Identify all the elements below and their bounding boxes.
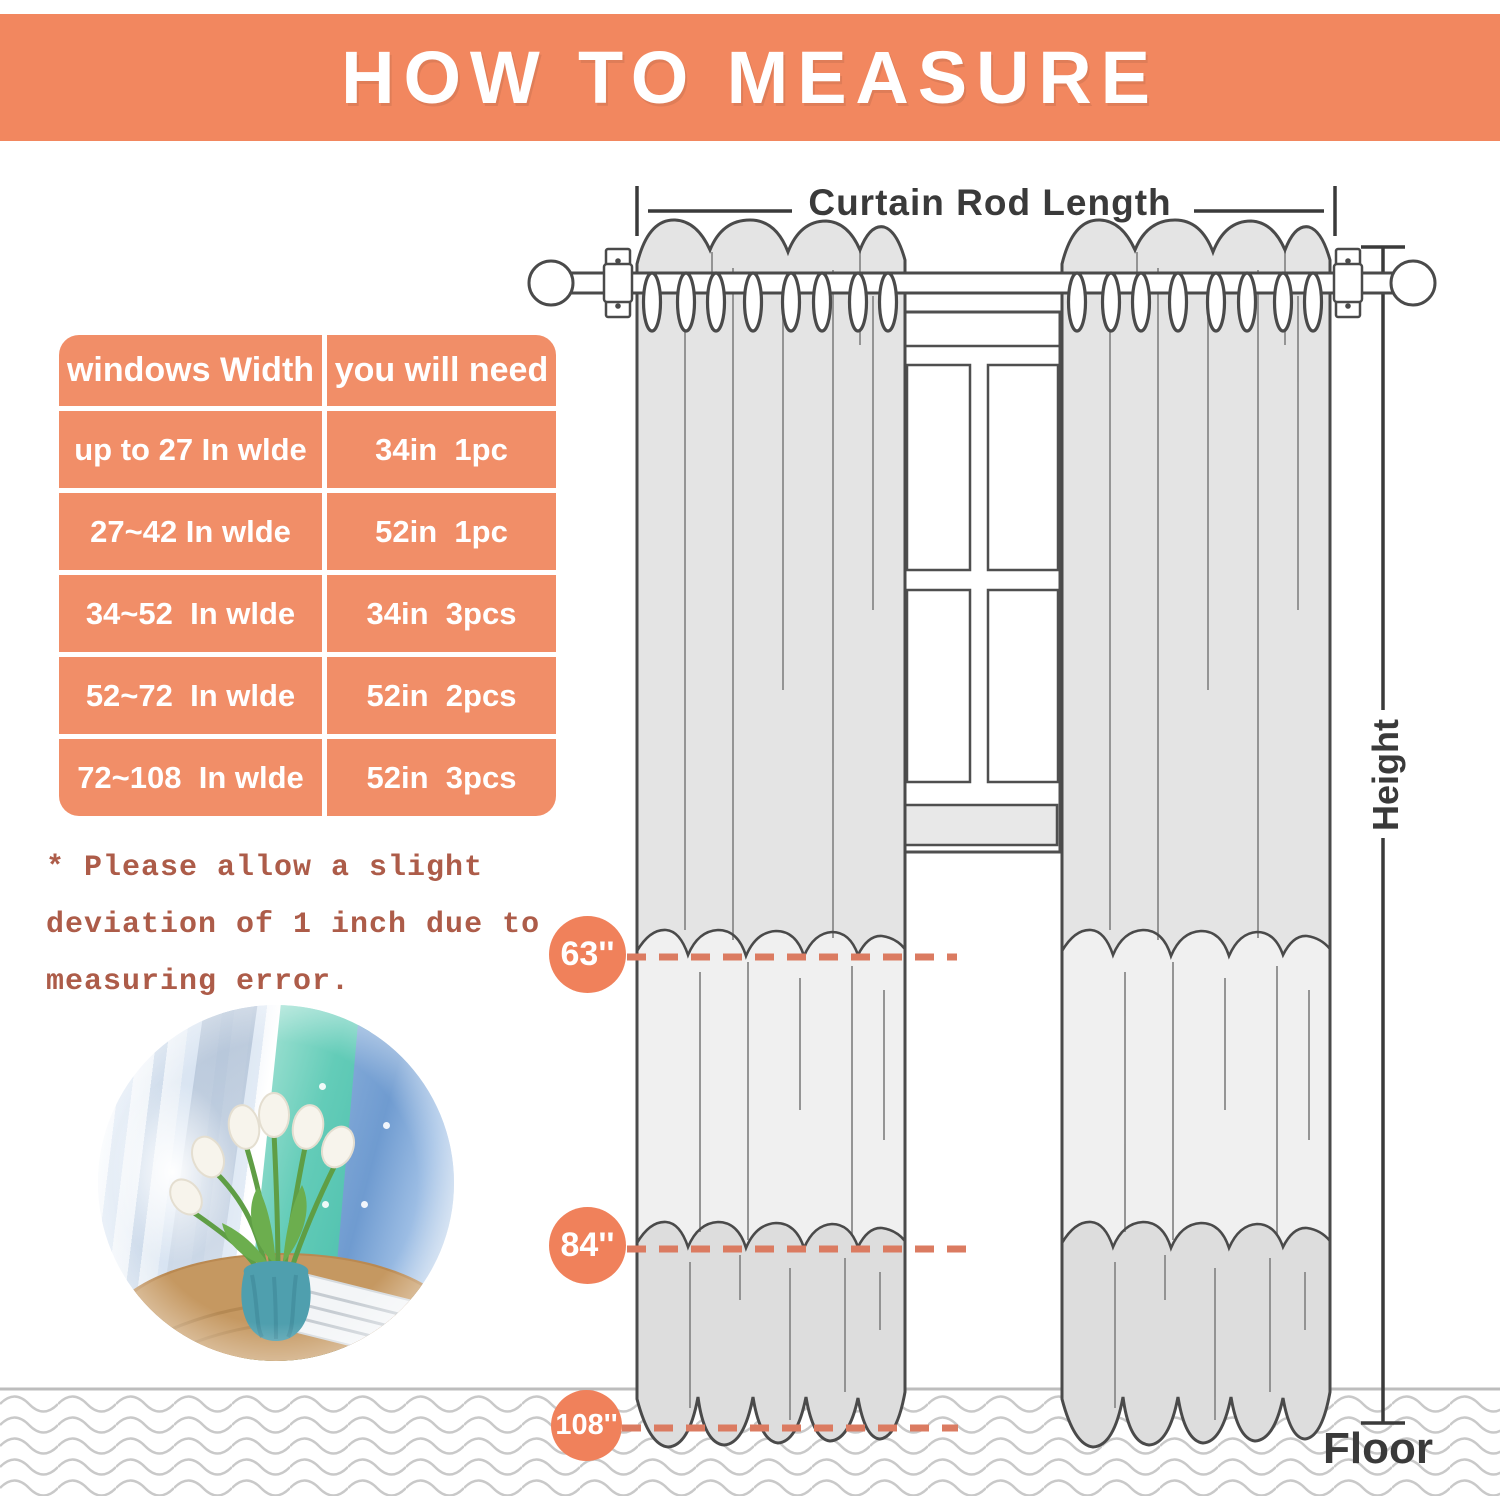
table-cell-width: up to 27 In wlde <box>59 411 322 488</box>
marker-label: 63'' <box>560 935 615 973</box>
marker-63in <box>549 916 626 993</box>
header-banner <box>0 14 1500 141</box>
left-curtain-panel <box>637 220 905 1447</box>
table-cell-width: 52~72 In wlde <box>59 657 322 734</box>
table-header-width: windows Width <box>59 335 322 406</box>
marker-label: 84'' <box>560 1226 615 1264</box>
table-cell-need: 52in 2pcs <box>327 657 556 734</box>
photo-soft-edge <box>98 1005 454 1361</box>
floor-label: Floor <box>1323 1424 1433 1473</box>
size-table <box>59 335 556 816</box>
deviation-note <box>46 840 606 1011</box>
page-title: HOW TO MEASURE <box>341 36 1159 119</box>
marker-108in <box>551 1390 622 1461</box>
window <box>903 312 1060 852</box>
table-cell-width: 27~42 In wlde <box>59 493 322 570</box>
note-line: deviation of 1 inch due to <box>46 908 541 942</box>
table-cell-width: 72~108 In wlde <box>59 739 322 816</box>
note-line: measuring error. <box>46 965 351 999</box>
right-curtain-panel <box>1062 220 1330 1447</box>
table-cell-need: 34in 1pc <box>327 411 556 488</box>
table-cell-need: 52in 1pc <box>327 493 556 570</box>
marker-84in <box>549 1207 626 1284</box>
table-cell-need: 52in 3pcs <box>327 739 556 816</box>
table-cell-need: 34in 3pcs <box>327 575 556 652</box>
table-cell-width: 34~52 In wlde <box>59 575 322 652</box>
height-dimension <box>1361 247 1405 1423</box>
note-line: * Please allow a slight <box>46 851 484 885</box>
marker-label: 108'' <box>555 1409 618 1441</box>
table-header-need: you will need <box>327 335 556 406</box>
product-photo-circle <box>98 1005 454 1361</box>
height-label: Height <box>1365 719 1406 831</box>
curtain-rod-length-label: Curtain Rod Length <box>808 182 1172 223</box>
